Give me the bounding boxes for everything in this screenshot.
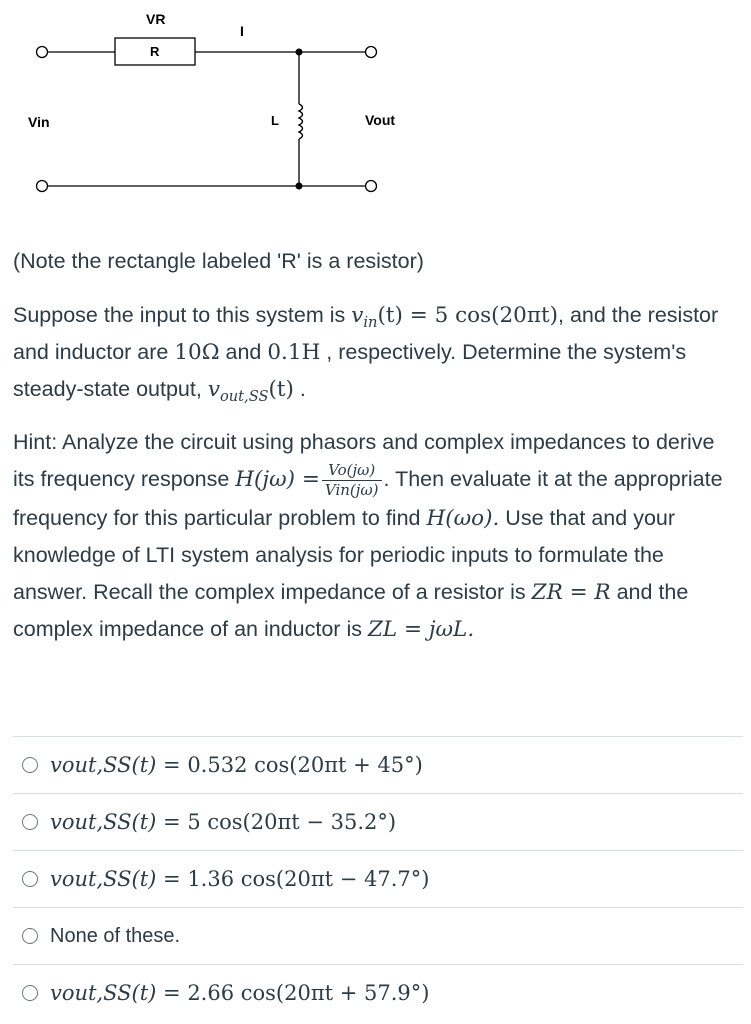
hint-text: Hint: Analyze the circuit using phasors and complex impedances to derive its frequency response H(jω) = $\frac{Vo(j\omega)}{\text{Vin(jω)}}$ . Then evaluate it at the appropriate frequency for this particular problem to find H(ωo). Use that and your knowledge of LTI system analysis for periodic inputs to formulate the answer. Recall the complex impedance of a resistor is ZR = R and the complex impedance of an inductor is ZL = jωL.: [13, 430, 723, 642]
question-text: Suppose the input to this system is $v_{in}(t) = 5$ cos(20πt), and the resistor and inductor are 10Ω and 0.1H , respectively. Determine the system's steady-state output, $v_{out,SS}(t)$ .: [13, 303, 719, 406]
answer-option-1[interactable]: vout,SS(t) = 0.532 cos(20πt + 45°): [13, 736, 743, 793]
radio-button[interactable]: [22, 985, 38, 1001]
label-r: R: [150, 44, 160, 59]
radio-button[interactable]: [22, 871, 38, 887]
terminal-in-top: [37, 47, 48, 58]
circuit-diagram: [0, 0, 751, 230]
terminal-out-top: [366, 47, 377, 58]
transfer-fraction: $\frac{Vo(j\omega)}{\text{Vin(jω)}}$: [322, 461, 382, 500]
radio-button[interactable]: [22, 928, 38, 944]
inductor-coil: [299, 104, 303, 139]
answer-option-5[interactable]: vout,SS(t) = 2.66 cos(20πt + 57.9°): [13, 964, 743, 1021]
answer-option-4[interactable]: None of these.: [13, 907, 743, 964]
terminal-in-bottom: [37, 181, 48, 192]
label-l: L: [271, 113, 279, 128]
label-vr: VR: [146, 11, 166, 27]
radio-button[interactable]: [22, 814, 38, 830]
label-i: I: [240, 23, 244, 39]
answer-option-3[interactable]: vout,SS(t) = 1.36 cos(20πt − 47.7°): [13, 850, 743, 907]
answer-list: [13, 736, 743, 1021]
note-text: (Note the rectangle labeled 'R' is a resistor): [13, 249, 424, 273]
terminal-out-bottom: [366, 181, 377, 192]
label-vout: Vout: [365, 112, 396, 128]
answer-option-2[interactable]: vout,SS(t) = 5 cos(20πt − 35.2°): [13, 793, 743, 850]
radio-button[interactable]: [22, 757, 38, 773]
label-vin: Vin: [28, 114, 50, 130]
